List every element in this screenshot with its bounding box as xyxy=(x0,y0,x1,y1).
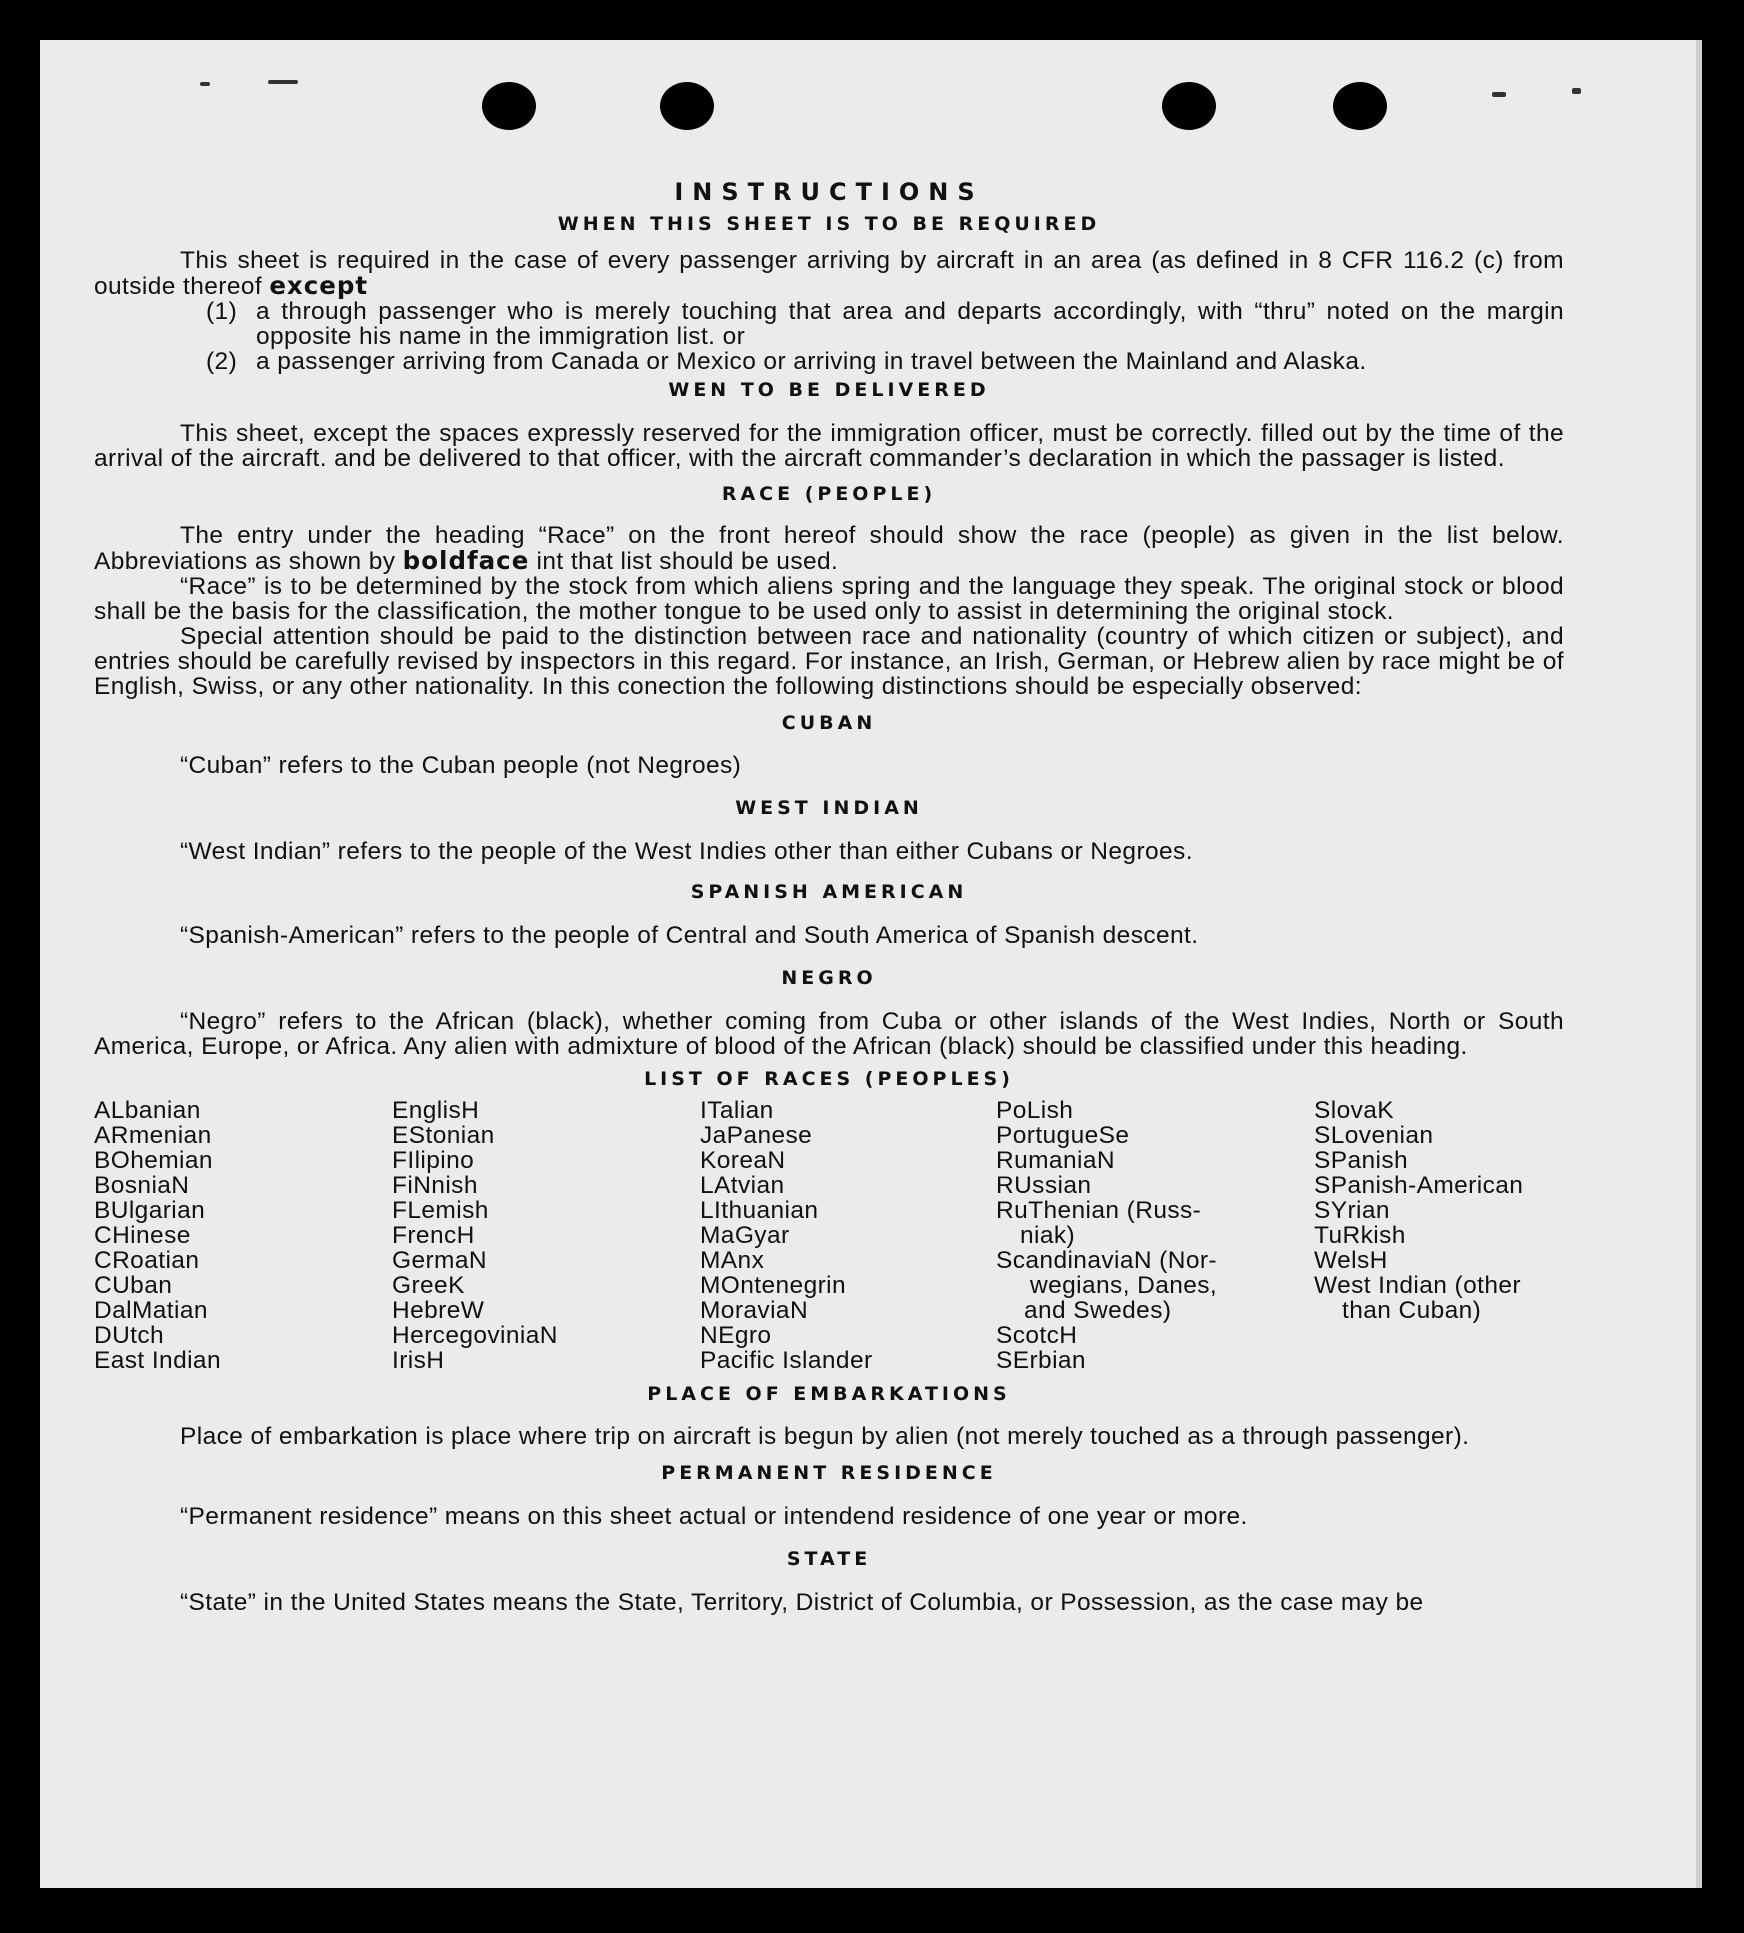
heading-permanent-residence: PERMANENT RESIDENCE xyxy=(661,1462,997,1484)
heading-negro: NEGRO xyxy=(781,967,877,989)
document-sheet xyxy=(40,40,1702,1888)
race-item: RUssian xyxy=(996,1172,1092,1199)
race-item: FrencH xyxy=(392,1222,475,1249)
race-item: MaGyar xyxy=(700,1222,790,1249)
paragraph-race-2: “Race” is to be determined by the stock from which aliens spring and the language they speak. The original stock or blood shall be the basis for the classification, the mother tongue to be used only to assist in determining the original stock. xyxy=(94,573,1564,625)
required-text: This sheet is required in the case of every passenger arriving by aircraft in an area (as defined in 8 CFR 116.2 (c) from outside thereof xyxy=(94,247,1564,300)
race-item: MoraviaN xyxy=(700,1297,809,1324)
item-text: a through passenger who is merely touching that area and departs accordingly, with “thru” noted on the margin opposite his name in the immigration list. or xyxy=(256,298,1564,350)
race-item: LAtvian xyxy=(700,1172,785,1199)
race-item: RuThenian (Russ- xyxy=(996,1197,1202,1224)
race-item: FiNnish xyxy=(392,1172,478,1199)
races-column xyxy=(996,1098,1314,1373)
paragraph-cuban: “Cuban” refers to the Cuban people (not Negroes) xyxy=(180,752,742,779)
paragraph-negro: “Negro” refers to the African (black), whether coming from Cuba or other islands of the West Indies, North or South America, Europe, or Africa. Any alien with admixture of blood of the African (black) should be classified under this heading. xyxy=(94,1008,1564,1060)
ink-speck xyxy=(268,80,298,84)
race-item: PoLish xyxy=(996,1097,1074,1124)
heading-place-of-embarkation: PLACE OF EMBARKATIONS xyxy=(647,1383,1011,1405)
instructions-text xyxy=(94,172,1564,1615)
race-item: TuRkish xyxy=(1314,1222,1406,1249)
document-title: INSTRUCTIONS xyxy=(674,178,984,206)
race-item: SYrian xyxy=(1314,1197,1390,1224)
exception-item xyxy=(94,349,1564,374)
item-number: (2) xyxy=(206,348,238,375)
paragraph-race-3: Special attention should be paid to the distinction between race and nationality (country of which citizen or subject), and entries should be carefully revised by inspectors in this regard. For instance, an Irish, German, or Hebrew alien by race might be of English, Swiss, or any other nationality. In this conection the following distinctions should be especially observed: xyxy=(94,623,1564,700)
heading-when-delivered: WEN TO BE DELIVERED xyxy=(668,379,990,401)
paragraph-spanish-american: “Spanish-American” refers to the people of Central and South America of Spanish descent. xyxy=(180,922,1199,949)
race-item: and Swedes) xyxy=(1024,1297,1172,1324)
races-column xyxy=(1314,1098,1564,1373)
race-item: CRoatian xyxy=(94,1247,200,1274)
heading-list-of-races: LIST OF RACES (PEOPLES) xyxy=(644,1068,1014,1090)
race-item: FIlipino xyxy=(392,1147,475,1174)
except-word: except xyxy=(269,271,369,300)
heading-race: RACE (PEOPLE) xyxy=(721,483,937,505)
race-item: CUban xyxy=(94,1272,173,1299)
race-item: ITalian xyxy=(700,1097,774,1124)
heading-state: STATE xyxy=(786,1548,872,1570)
punch-hole xyxy=(482,82,536,130)
paragraph-delivered: This sheet, except the spaces expressly reserved for the immigration officer, must be correctly. filled out by the time of the arrival of the aircraft. and be delivered to that officer, with the aircraft commander’s declaration in which the passager is listed. xyxy=(94,420,1564,472)
exception-item xyxy=(94,299,1564,349)
paragraph-embarkation: Place of embarkation is place where trip on aircraft is begun by alien (not merely touched as a through passenger). xyxy=(180,1423,1470,1450)
races-list xyxy=(94,1098,1564,1373)
races-column xyxy=(700,1098,996,1373)
race-item: BUlgarian xyxy=(94,1197,206,1224)
race-item: SLovenian xyxy=(1314,1122,1434,1149)
race-item: West Indian (other xyxy=(1314,1272,1521,1299)
race-item: IrisH xyxy=(392,1347,445,1374)
race-text-after: int that list should be used. xyxy=(536,548,839,575)
item-text: a passenger arriving from Canada or Mexico or arriving in travel between the Mainland and Alaska. xyxy=(256,348,1367,375)
race-item: FLemish xyxy=(392,1197,489,1224)
race-item: wegians, Danes, xyxy=(1030,1272,1218,1299)
race-item: ScotcH xyxy=(996,1322,1078,1349)
race-text-before: The entry under the heading “Race” on the front hereof should show the race (people) as given in the list below. Abbreviations as shown by xyxy=(94,522,1564,575)
race-item: GermaN xyxy=(392,1247,487,1274)
race-item: HebreW xyxy=(392,1297,485,1324)
race-item: PortugueSe xyxy=(996,1122,1130,1149)
heading-when-required: WHEN THIS SHEET IS TO BE REQUIRED xyxy=(557,213,1101,235)
race-item: GreeK xyxy=(392,1272,465,1299)
race-item: BOhemian xyxy=(94,1147,213,1174)
race-item: MAnx xyxy=(700,1247,765,1274)
ink-speck xyxy=(200,82,210,86)
paragraph-race-1 xyxy=(94,523,1564,574)
paragraph-required xyxy=(94,248,1564,299)
heading-spanish-american: SPANISH AMERICAN xyxy=(690,881,968,903)
heading-cuban: CUBAN xyxy=(781,712,877,734)
race-item: DUtch xyxy=(94,1322,165,1349)
race-item: NEgro xyxy=(700,1322,772,1349)
race-item: HercegoviniaN xyxy=(392,1322,558,1349)
boldface-word: boldface xyxy=(402,546,530,575)
punch-hole xyxy=(660,82,714,130)
races-column xyxy=(94,1098,392,1373)
punch-hole xyxy=(1333,82,1387,130)
race-item: ScandinaviaN (Nor- xyxy=(996,1247,1217,1274)
race-item: SPanish-American xyxy=(1314,1172,1524,1199)
race-item: DalMatian xyxy=(94,1297,208,1324)
race-item: SErbian xyxy=(996,1347,1086,1374)
punch-hole xyxy=(1162,82,1216,130)
race-item: SPanish xyxy=(1314,1147,1409,1174)
race-item: BosniaN xyxy=(94,1172,190,1199)
paragraph-residence: “Permanent residence” means on this sheet actual or intendend residence of one year or more. xyxy=(180,1503,1248,1530)
race-item: CHinese xyxy=(94,1222,191,1249)
heading-west-indian: WEST INDIAN xyxy=(735,797,923,819)
race-item: KoreaN xyxy=(700,1147,786,1174)
race-item: RumaniaN xyxy=(996,1147,1115,1174)
race-item: East Indian xyxy=(94,1347,221,1374)
race-item: ARmenian xyxy=(94,1122,212,1149)
race-item: niak) xyxy=(1020,1222,1076,1249)
paragraph-state: “State” in the United States means the State, Territory, District of Columbia, or Possession, as the case may be xyxy=(180,1589,1424,1616)
race-item: SlovaK xyxy=(1314,1097,1395,1124)
race-item: JaPanese xyxy=(700,1122,813,1149)
ink-speck xyxy=(1572,88,1581,94)
race-item: WelsH xyxy=(1314,1247,1388,1274)
race-item: EnglisH xyxy=(392,1097,480,1124)
paragraph-west-indian: “West Indian” refers to the people of the West Indies other than either Cubans or Negroes. xyxy=(180,838,1193,865)
race-item: LIthuanian xyxy=(700,1197,819,1224)
race-item: EStonian xyxy=(392,1122,495,1149)
races-column xyxy=(392,1098,700,1373)
race-item: than Cuban) xyxy=(1342,1297,1482,1324)
race-item: MOntenegrin xyxy=(700,1272,847,1299)
race-item: ALbanian xyxy=(94,1097,201,1124)
ink-speck xyxy=(1492,92,1506,97)
item-number: (1) xyxy=(206,298,238,325)
race-item: Pacific Islander xyxy=(700,1347,873,1374)
